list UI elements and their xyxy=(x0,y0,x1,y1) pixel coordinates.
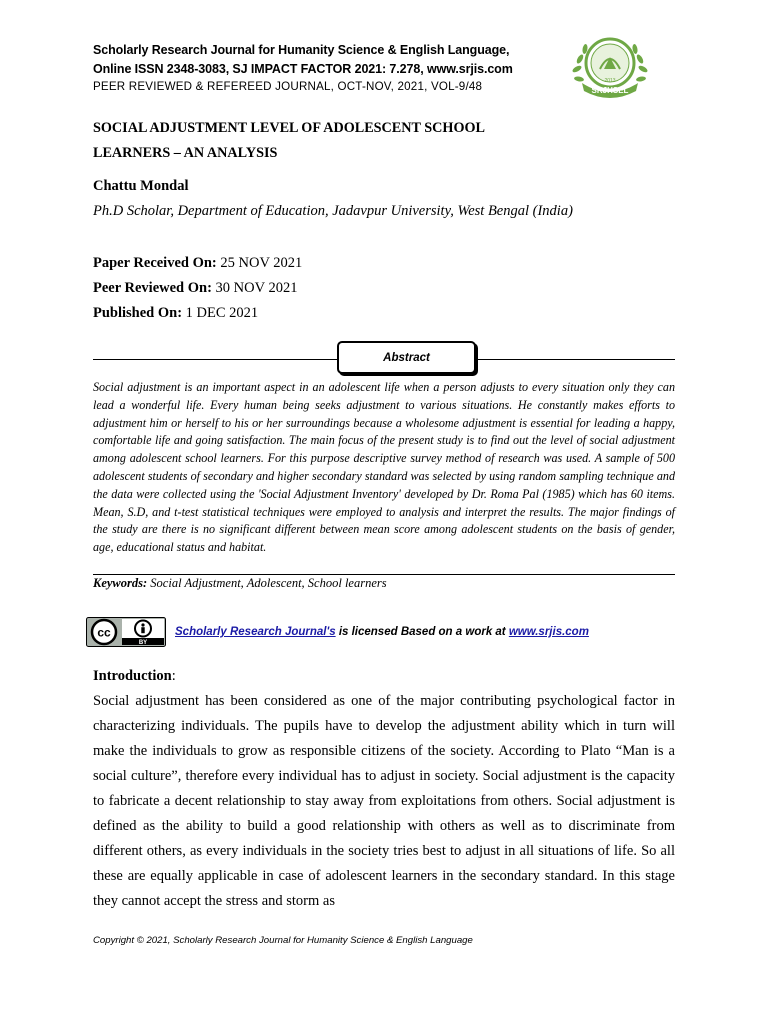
author-affiliation: Ph.D Scholar, Department of Education, Jadavpur University, West Bengal (India) xyxy=(93,203,573,219)
introduction-heading-label: Introduction xyxy=(93,668,172,684)
journal-header xyxy=(93,41,563,95)
abstract-rule-right xyxy=(477,359,675,360)
introduction-body: Social adjustment has been considered as one of the major contributing psychological factor in characterizing individuals. The pupils have to develop the adjustment ability which in turn will make the individuals to grow as responsible citizens of the society. According to Plato “Man is a social culture”, therefore every individual has to adjust in society. Social adjustment is the capacity to fabricate a decent relationship to stay away from exploitations from others. Social adjustment is defined as the ability to build a good relationship with others as well as to discriminate from different others, as every individuals in the society tries best to adjust in all situations of life. So all these are equally applicable in case of adolescent learners in the secondary standard. In this stage they cannot accept the stress and storm as xyxy=(93,693,675,909)
author-name: Chattu Mondal xyxy=(93,178,189,194)
license-line xyxy=(86,617,589,647)
introduction-heading xyxy=(93,668,176,685)
paper-dates xyxy=(93,253,302,328)
reviewed-date xyxy=(93,278,302,303)
paper-title-line1: SOCIAL ADJUSTMENT LEVEL OF ADOLESCENT SCHOOL xyxy=(93,120,485,136)
journal-issn-line: Online ISSN 2348-3083, SJ IMPACT FACTOR 2021: 7.278, www.srjis.com xyxy=(93,62,513,76)
keywords-label: Keywords: xyxy=(93,576,148,590)
published-value: 1 DEC 2021 xyxy=(182,305,259,321)
logo-label: SRJHSEL xyxy=(591,86,629,95)
journal-name: Scholarly Research Journal for Humanity Science & English Language, xyxy=(93,43,510,57)
journal-logo xyxy=(568,25,652,99)
received-label: Paper Received On: xyxy=(93,255,217,271)
published-date xyxy=(93,303,302,328)
journal-link[interactable]: Scholarly Research Journal's xyxy=(175,626,336,638)
received-value: 25 NOV 2021 xyxy=(216,255,303,271)
introduction-heading-colon: : xyxy=(171,668,176,684)
keywords-value: Social Adjustment, Adolescent, School learners xyxy=(147,576,387,590)
by-label: BY xyxy=(138,640,148,646)
reviewed-label: Peer Reviewed On: xyxy=(93,280,212,296)
keywords-rule xyxy=(93,574,675,575)
paper-title-line2: LEARNERS – AN ANALYSIS xyxy=(93,145,278,161)
copyright-footer: Copyright © 2021, Scholarly Research Journal for Humanity Science & English Language xyxy=(93,935,473,946)
cc-label: cc xyxy=(97,625,111,640)
abstract-heading: Abstract xyxy=(383,351,430,364)
paper-title xyxy=(93,116,693,166)
received-date xyxy=(93,253,302,278)
abstract-text: Social adjustment is an important aspect in an adolescent life when a person adjusts to every situation only they can lead a wonderful life. Every human being seeks adjustment to various situations. He constantly makes efforts to adjustment him or herself to his or her surroundings because a wholesome adjustment is essential for leading a happy, comfortable life and going satisfaction. The main focus of the present study is to find out the level of social adjustment among adolescent school learners. For this purpose descriptive survey method of research was used. A sample of 500 adolescent students of secondary and higher secondary standard was selected by using random sampling technique and the data were collected using the 'Social Adjustment Inventory' developed by Dr. Roma Pal (1985) which has 60 items. Mean, S.D, and t-test statistical techniques were employed to analysis and interpret the results. The major findings of the study are there is no significant different between mean score among adolescent students on the basis of gender, age, educational status and habitat. xyxy=(93,380,675,555)
reviewed-value: 30 NOV 2021 xyxy=(211,280,298,296)
published-label: Published On: xyxy=(93,305,183,321)
license-middle-text: is licensed Based on a work at xyxy=(335,626,509,638)
logo-year: 2013 xyxy=(604,78,616,84)
journal-volume-line: PEER REVIEWED & REFEREED JOURNAL, OCT-NOV, 2021, VOL-9/48 xyxy=(93,80,483,93)
keywords xyxy=(93,576,387,591)
site-link[interactable]: www.srjis.com xyxy=(508,626,589,638)
abstract-rule-left xyxy=(93,359,338,360)
license-text xyxy=(175,626,589,638)
cc-by-badge[interactable] xyxy=(86,617,166,647)
abstract-heading-box xyxy=(337,341,476,374)
